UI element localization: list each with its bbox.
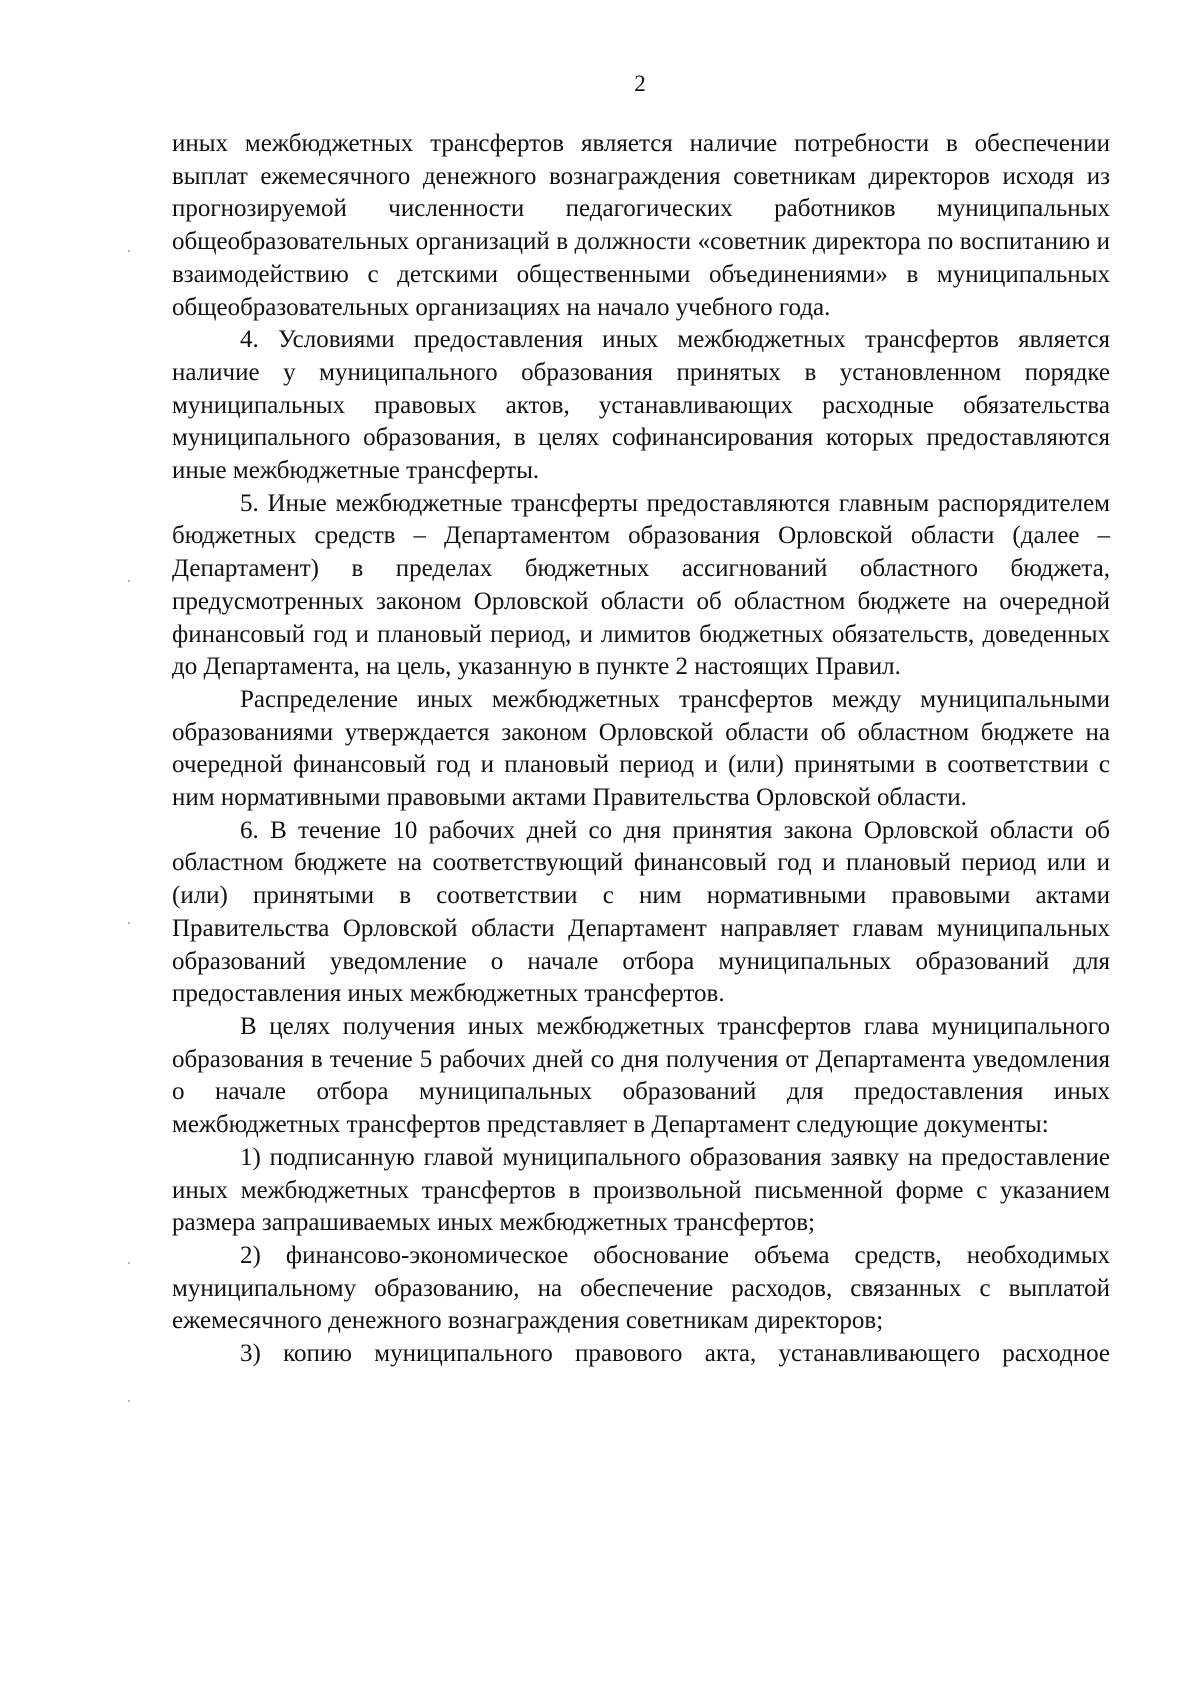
paragraph-distribution: Распределение иных межбюджетных трансфертов между муниципальными образованиями утверждается законом Орловской области об областном бюджете на очередной финансовый год и плановый период и (или) принятыми в соответствии с ним нормативными правовыми актами Правительства Орловской области. [172,685,1110,812]
document-body [172,128,1110,1371]
paragraph-item-4: 4. Условиями предоставления иных межбюджетных трансфертов является наличие у муниципального образования принятых в установленном порядке муниципальных правовых актов, устанавливающих расходные обязательства муниципального образования, в целях софинансирования которых предоставляются иные межбюджетные трансферты. [172,326,1110,485]
list-item-2: 2) финансово-экономическое обоснование объема средств, необходимых муниципальному образованию, на обеспечение расходов, связанных с выплатой ежемесячного денежного вознаграждения советникам директоров; [172,1241,1110,1335]
margin-mark [128,580,130,582]
paragraph-documents-intro: В целях получения иных межбюджетных трансфертов глава муниципального образования в течение 5 рабочих дней со дня получения от Департамента уведомления о начале отбора муниципальных образований для предоставления иных межбюджетных трансфертов представляет в Департамент следующие документы: [172,1012,1110,1139]
page-number: 2 [634,71,646,96]
margin-mark [128,1400,130,1402]
list-item-3: 3) копию муниципального правового акта, устанавливающего расходное [240,1340,1110,1368]
margin-mark [128,1262,130,1264]
margin-mark [128,250,130,252]
margin-mark [128,922,130,924]
paragraph-continuation: иных межбюджетных трансфертов является наличие потребности в обеспечении выплат ежемесячного денежного вознаграждения советникам директоров исходя из прогнозируемой численности педагогических работников муниципальных общеобразовательных организаций в должности «советник директора по воспитанию и взаимодействию с детскими общественными объединениями» в муниципальных общеобразовательных организациях на начало учебного года. [172,130,1110,321]
paragraph-item-5: 5. Иные межбюджетные трансферты предоставляются главным распорядителем бюджетных средств – Департаментом образования Орловской области (далее – Департамент) в пределах бюджетных ассигнований областного бюджета, предусмотренных законом Орловской области об областном бюджете на очередной финансовый год и плановый период, и лимитов бюджетных обязательств, доведенных до Департамента, на цель, указанную в пункте 2 настоящих Правил. [172,489,1110,681]
paragraph-item-6: 6. В течение 10 рабочих дней со дня принятия закона Орловской области об областном бюджете на соответствующий финансовый год и плановый период или и (или) принятыми в соответствии с ним нормативными правовыми актами Правительства Орловской области Департамент направляет главам муниципальных образований уведомление о начале отбора муниципальных образований для предоставления иных межбюджетных трансфертов. [172,816,1110,1008]
list-item-1: 1) подписанную главой муниципального образования заявку на предоставление иных межбюджетных трансфертов в произвольной письменной форме с указанием размера запрашиваемых иных межбюджетных трансфертов; [172,1143,1110,1237]
